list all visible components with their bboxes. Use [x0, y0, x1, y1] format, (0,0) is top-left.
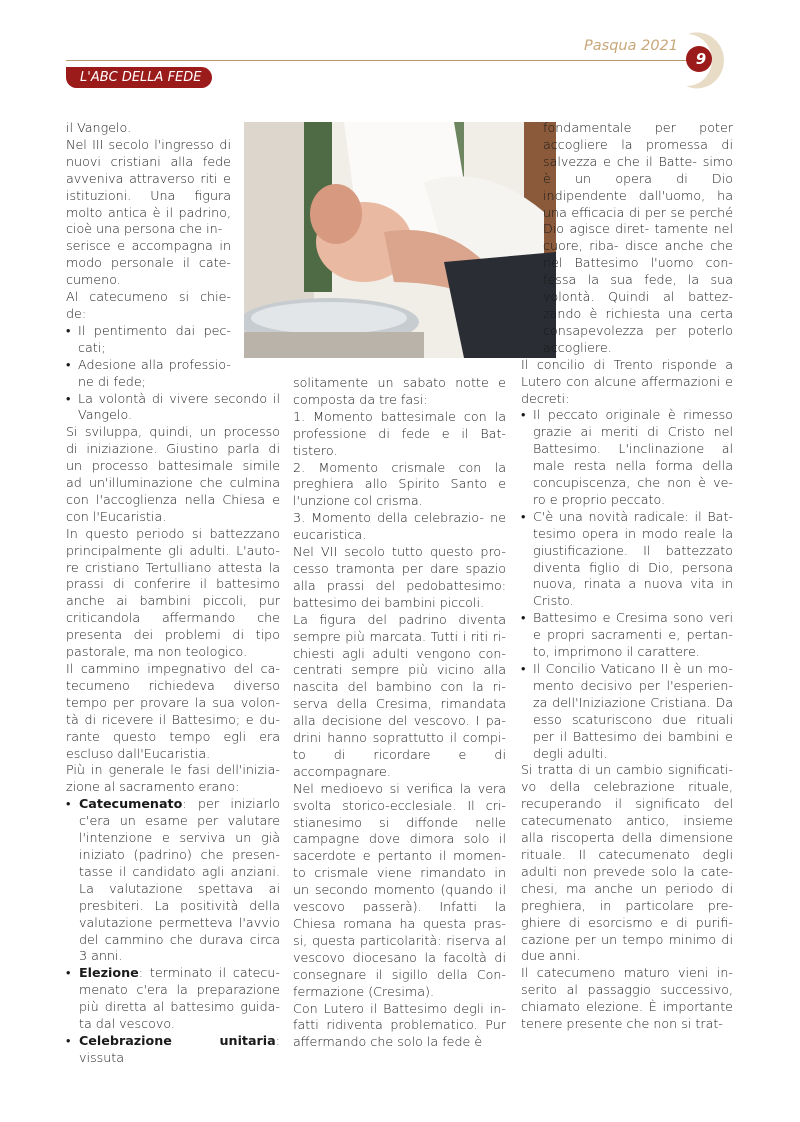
list-item: [66, 1033, 280, 1067]
baptism-photo: [244, 122, 556, 358]
trento-list: [521, 407, 733, 762]
paragraph: Nel medioevo si verifica la vera svolta storico-ecclesiale. Il cri- stianesimo si diffonde nelle campagne dove dimora solo il sacerdote e pertanto il momen- to crismale viene rimandato in un secondo momento (quando il vescovo passerà). Infatti la Chiesa romana ha questa pras- si, questa particolarità: riserva al vescovo diocesano la facoltà di consegnare il sigillo della Con- fermazione (Cresima).: [293, 780, 506, 999]
column-2: [293, 375, 506, 1051]
paragraph: Con Lutero il Battesimo degli in- fatti ridiventa problematico. Pur affermando che solo la fede è: [293, 1000, 506, 1050]
column-3: [521, 120, 733, 1033]
column-1: [66, 120, 280, 1067]
issue-label: Pasqua 2021: [584, 38, 678, 54]
list-item: • Battesimo e Cresima sono veri e propri sacramenti e, pertan- to, imprimono il carattere.: [521, 610, 733, 661]
list-item: [66, 796, 280, 965]
list-item: • Adesione alla professio- ne di fede;: [66, 357, 231, 391]
term: Elezione: [79, 965, 139, 981]
paragraph: Più in generale le fasi dell'inizia- zione al sacramento erano:: [66, 762, 280, 795]
paragraph: Il concilio di Trento risponde a Lutero con alcune affermazioni e decreti:: [521, 356, 733, 406]
term-text: : terminato il catecu- menato c'era la preparazione più diretta al battesimo guida- ta dal vescovo.: [79, 965, 280, 1032]
requirements-list: [66, 323, 280, 424]
paragraph: Si tratta di un cambio significati- vo della celebrazione rituale, recuperando il significato del catecumenato antico, insieme alla riscoperta della dimensione rituale. Il catecumenato degli adulti non prevede solo la cate- chesi, ma anche un periodo di preghiera, in particolare pre- ghiere di esorcismo e di purifi- cazione per un tempo minimo di due anni.: [521, 762, 733, 964]
paragraph: Nel III secolo l'ingresso di nuovi cristiani alla fede avveniva attraverso riti e istituzioni. Una figura molto antica è il padrino, cioè una persona che in-: [66, 136, 231, 237]
paragraph: solitamente un sabato notte e composta da tre fasi:: [293, 375, 506, 407]
paragraph: 1. Momento battesimale con la professione di fede e il Bat- tistero.: [293, 408, 506, 458]
section-label: L'ABC DELLA FEDE: [66, 67, 212, 88]
paragraph: Il cammino impegnativo del ca- tecumeno richiedeva diverso tempo per provare la sua volon- tà di ricevere il Battesimo; e du- rante questo tempo egli era escluso dall'Eucaristia.: [66, 661, 280, 761]
term: Catecumenato: [79, 796, 183, 812]
term: Celebrazione unitaria: [79, 1032, 276, 1048]
paragraph: La figura del padrino diventa sempre più marcata. Tutti i riti ri- chiesti agli adulti vengono con- centrati sempre più vicino alla nascita del bambino con la ri- serva della Cresima, rimandata alla decisione del vescovo. I pa- drini hanno soprattutto il compi- to di ricordare e di accompagnare.: [293, 611, 506, 779]
paragraph: Al catecumeno si chie- de:: [66, 289, 231, 321]
paragraph: Si sviluppa, quindi, un processo di iniziazione. Giustino parla di un processo battesimale simile ad un'illuminazione che culmina con l'accoglienza nella Chiesa e con l'Eucaristia.: [66, 424, 280, 524]
list-item: [66, 965, 280, 1033]
paragraph: Il catecumeno maturo vieni in- serito al passaggio successivo, chiamato elezione. È importante tenere presente che non si trat-: [521, 965, 733, 1032]
term-text: : per iniziarlo c'era un esame per valutare l'intenzione e serviva un già iniziato (padrino) che presen- tasse il candidato agli anziani. La valutazione spettava ai presbiteri. La positività della valutazione permetteva l'avvio del cammino che durava circa 3 anni.: [79, 796, 280, 964]
header-rule: [66, 60, 706, 61]
paragraph: il Vangelo.: [66, 120, 132, 135]
term-text: : vissuta: [79, 1032, 280, 1065]
paragraph: fondamentale per poter accogliere la promessa di salvezza e che il Batte- simo è un opera di Dio indipendente dall'uomo, ha una efficacia di per se perché Dio agisce diret- tamente nel cuore, riba- disce anche che nel Battesimo l'uomo con- fessa la sua fede, la sua volontà. Quindi al battez- zando è richiesta una certa consapevolezza per poterlo accogliere.: [543, 120, 733, 355]
list-item: • Il Concilio Vaticano II è un mo- mento decisivo per l'esperien- za dell'Iniziazione Cristiana. Da esso scaturiscono due rituali per il Battesimo dei bambini e degli adulti.: [521, 661, 733, 762]
list-item: • Il peccato originale è rimesso grazie ai meriti di Cristo nel Battesimo. L'inclinazione al male resta nella forma della concupiscenza, che non è ve- ro e proprio peccato.: [521, 407, 733, 508]
paragraph: serisce e accompagna in modo personale il cate- cumeno.: [66, 238, 231, 288]
list-item: • La volontà di vivere secondo il Vangelo.: [66, 391, 280, 425]
paragraph: In questo periodo si battezzano principalmente gli adulti. L'auto- re cristiano Tertulliano attesta la prassi di conferire il battesimo anche ai bambini piccoli, pur criticandola affermando che presenta dei problemi di tipo pastorale, ma non teologico.: [66, 525, 280, 660]
paragraph: Nel VII secolo tutto questo pro- cesso tramonta per dare spazio alla prassi del pedobattesimo: battesimo dei bambini piccoli.: [293, 544, 506, 610]
list-item: • Il pentimento dai pec- cati;: [66, 323, 231, 357]
paragraph: 3. Momento della celebrazio- ne eucaristica.: [293, 510, 506, 543]
paragraph: 2. Momento crismale con la preghiera allo Spirito Santo e l'unzione col crisma.: [293, 459, 506, 509]
page-number: 9: [695, 50, 707, 68]
list-item: • C'è una novità radicale: il Bat- tesimo opera in modo reale la giustificazione. Il battezzato diventa figlio di Dio, persona nuova, rinata a nuova vita in Cristo.: [521, 509, 733, 610]
phases-list: [66, 796, 280, 1067]
